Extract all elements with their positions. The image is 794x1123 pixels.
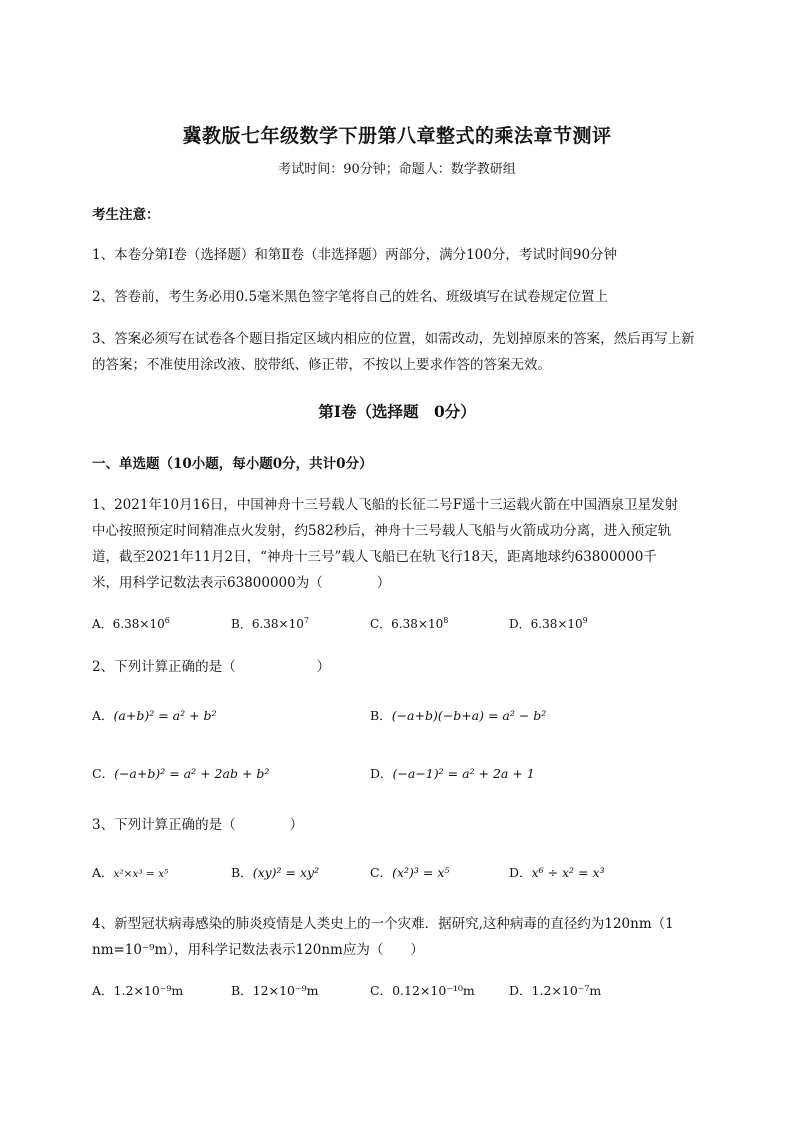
section-heading: 一、单选题（10小题，每小题0分，共计0分） [92,456,373,472]
q2-option-d: D．(−a−1)² = a² + 2a + 1 [370,766,535,781]
q1-option-c: C．$6.38\times 10^8$ [370,616,449,631]
q4-option-a: A．1.2×10⁻⁹m [92,983,184,998]
exam-subtitle: 考试时间：90分钟；命题人：数学教研组 [278,162,516,177]
q1-line-1: 1、2021年10月16日，中国神舟十三号载人飞船的长征二号F遥十三运载火箭在中国酒泉卫星发射 [92,497,679,513]
q1-option-a: A．$6.38\times 10^6$ [92,616,170,631]
exam-title: 冀教版七年级数学下册第八章整式的乘法章节测评 [182,125,612,147]
q4-option-c: C．0.12×10⁻¹⁰m [370,983,475,998]
q4-line-1: 4、新型冠状病毒感染的肺炎疫情是人类史上的一个灾难．据研究,这种病毒的直径约为120nm（1 [92,916,674,932]
part1-heading: 第I卷（选择题 0分） [318,402,476,421]
q3-option-d: D．x⁶ ÷ x² = x³ [509,865,605,880]
q1-option-d: D．$6.38\times 10^9$ [509,616,588,631]
q4-option-b: B．12×10⁻⁹m [231,983,319,998]
notice-item-3: 3、答案必须写在试卷各个题目指定区域内相应的位置，如需改动，先划掉原来的答案，然后再写上新 [92,331,695,347]
q2-stem: 2、下列计算正确的是（ ） [92,659,331,675]
notice-item-1: 1、本卷分第I卷（选择题）和第Ⅱ卷（非选择题）两部分，满分100分，考试时间90分钟 [92,247,618,263]
q2-option-c: C．(−a+b)² = a² + 2ab + b² [92,766,270,781]
q1-line-4: 米，用科学记数法表示63800000为（ ） [92,575,391,591]
notice-item-2: 2、答卷前，考生务必用0.5毫米黑色签字笔将自己的姓名、班级填写在试卷规定位置上 [92,289,609,305]
q4-line-2: nm=10⁻⁹m），用科学记数法表示120nm应为（ ） [92,942,424,958]
q3-option-a: A．x²×x³ = x⁵ [92,865,169,880]
q4-option-d: D．1.2×10⁻⁷m [509,983,602,998]
notice-heading: 考生注意： [92,207,160,223]
q2-option-a: A．(a+b)² = a² + b² [92,708,217,723]
q3-option-c: C．(x²)³ = x⁵ [370,865,450,880]
q3-option-b: B．(xy)² = xy² [231,865,320,880]
q1-option-b: B．$6.38\times 10^7$ [231,616,309,631]
q1-line-3: 道，截至2021年11月2日，“神舟十三号”载人飞船已在轨飞行18天，距离地球约63800000千 [92,549,657,565]
q2-option-b: B．(−a+b)(−b+a) = a² − b² [370,708,547,723]
notice-item-3-cont: 的答案；不准使用涂改液、胶带纸、修正带，不按以上要求作答的答案无效。 [92,357,551,373]
q1-line-2: 中心按照预定时间精准点火发射，约582秒后，神舟十三号载人飞船与火箭成功分离，进入预定轨 [92,523,672,539]
q3-stem: 3、下列计算正确的是（ ） [92,817,304,833]
